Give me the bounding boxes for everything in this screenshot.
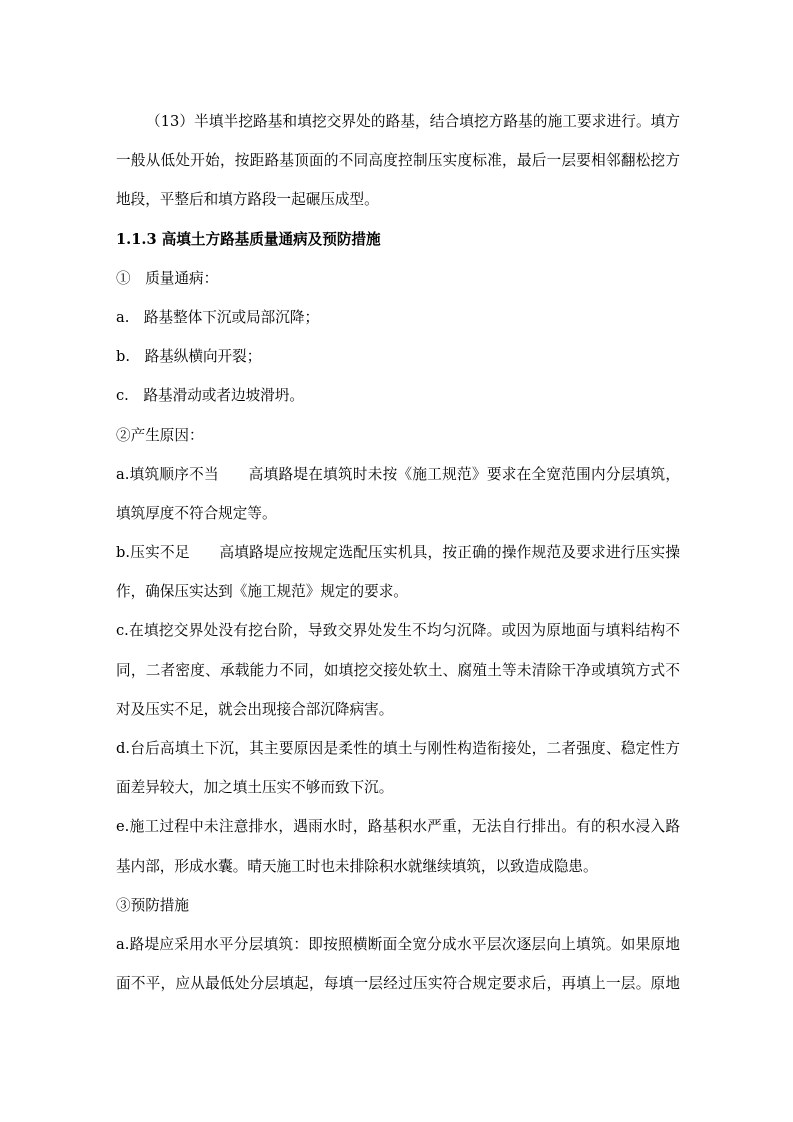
section-heading-1-1-3: 1.1.3 高填土方路基质量通病及预防措施 [116, 230, 381, 248]
defect-item-b: b. 路基纵横向开裂； [116, 348, 262, 366]
cause-c-line-3: 对及压实不足，就会出现接合部沉降病害。 [116, 700, 394, 718]
subheading-causes: ②产生原因： [116, 426, 204, 444]
subheading-quality-defects: ① 质量通病： [116, 269, 219, 287]
cause-c-line-2: 同，二者密度、承载能力不同，如填挖交接处软土、腐殖土等未清除干净或填筑方式不 [116, 661, 680, 679]
cause-b-line-2: 作，确保压实达到《施工规范》规定的要求。 [116, 583, 408, 601]
paragraph-13-line-2: 一般从低处开始，按距路基顶面的不同高度控制压实度标准，最后一层要相邻翻松挖方 [116, 152, 680, 170]
cause-b-line-1: b.压实不足 高填路堤应按规定选配压实机具，按正确的操作规范及要求进行压实操 [116, 544, 680, 562]
prevention-a-line-1: a.路堤应采用水平分层填筑：即按照横断面全宽分成水平层次逐层向上填筑。如果原地 [116, 935, 680, 953]
document-body [116, 108, 680, 1009]
paragraph-13-line-3: 地段，平整后和填方路段一起碾压成型。 [116, 191, 379, 209]
cause-a-line-1: a.填筑顺序不当 高填路堤在填筑时未按《施工规范》要求在全宽范围内分层填筑， [116, 465, 680, 483]
cause-a-line-2: 填筑厚度不符合规定等。 [116, 504, 277, 522]
cause-d-line-1: d.台后高填土下沉，其主要原因是柔性的填土与刚性构造衔接处，二者强度、稳定性方 [116, 740, 680, 757]
cause-e-line-1: e.施工过程中未注意排水，遇雨水时，路基积水严重，无法自行排出。有的积水浸入路 [116, 818, 680, 836]
cause-c-line-1: c.在填挖交界处没有挖台阶，导致交界处发生不均匀沉降。或因为原地面与填料结构不 [116, 622, 680, 640]
cause-d-line-2: 面差异较大，加之填土压实不够而致下沉。 [116, 779, 394, 797]
cause-e-line-2: 基内部，形成水囊。晴天施工时也未排除积水就继续填筑，以致造成隐患。 [116, 857, 598, 875]
defect-item-c: c. 路基滑动或者边坡滑坍。 [116, 387, 304, 405]
defect-item-a: a. 路基整体下沉或局部沉降； [116, 308, 320, 326]
paragraph-13-line-1: （13）半填半挖路基和填挖交界处的路基，结合填挖方路基的施工要求进行。填方 [146, 113, 680, 130]
prevention-a-line-2: 面不平，应从最低处分层填起，每填一层经过压实符合规定要求后，再填上一层。原地 [116, 975, 680, 993]
subheading-prevention: ③预防措施 [116, 896, 189, 914]
